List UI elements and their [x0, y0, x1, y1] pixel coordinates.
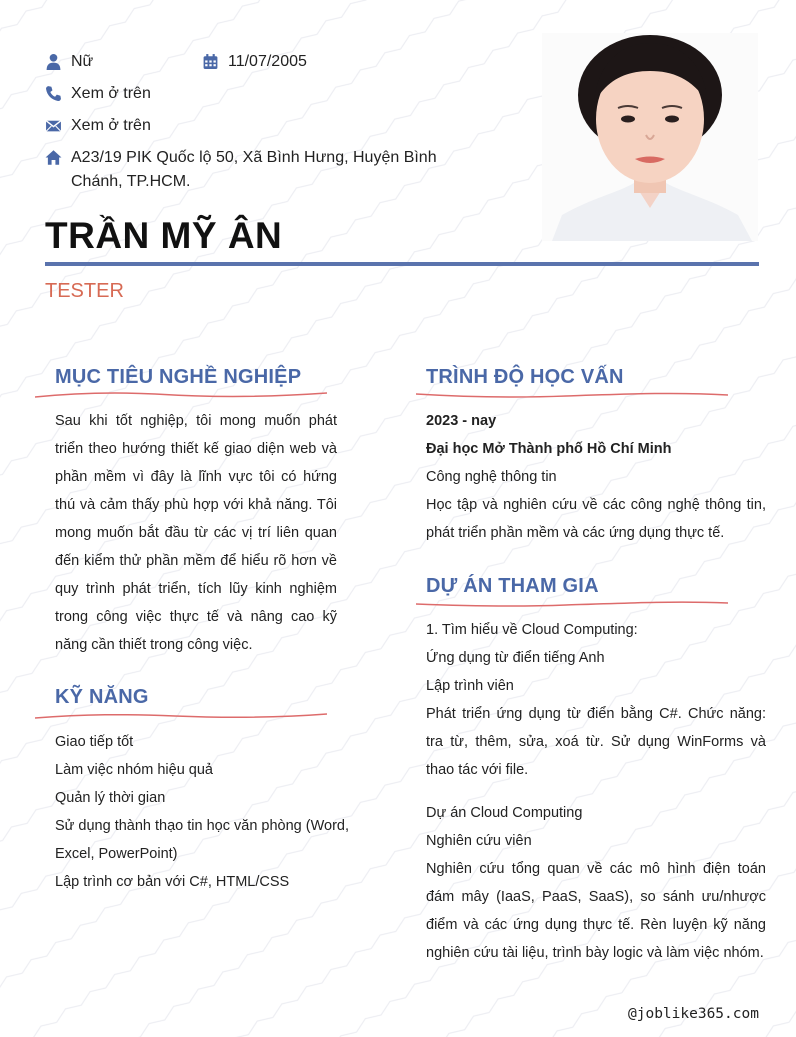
objective-title: MỤC TIÊU NGHỀ NGHIỆP — [55, 366, 302, 388]
address-value — [71, 146, 437, 194]
skill-item: Làm việc nhóm hiệu quả — [55, 762, 213, 778]
education-title: TRÌNH ĐỘ HỌC VẤN — [426, 366, 624, 388]
skill-item: Giao tiếp tốt — [55, 734, 134, 750]
projects-underline — [416, 597, 728, 609]
skill-item: Quản lý thời gian — [55, 790, 166, 806]
skills-underline — [35, 709, 327, 721]
calendar-icon — [202, 53, 219, 70]
skills-list — [55, 728, 350, 896]
phone-value: Xem ở trên — [71, 85, 151, 102]
home-icon — [45, 149, 62, 166]
contact-email — [45, 114, 151, 138]
project-entry — [426, 799, 766, 855]
project-name: 1. Tìm hiểu về Cloud Computing: — [426, 622, 638, 638]
education-school: Đại học Mở Thành phố Hồ Chí Minh — [426, 441, 672, 457]
candidate-name: TRẦN MỸ ÂN — [45, 215, 283, 256]
contact-birthdate — [202, 50, 307, 74]
user-icon — [45, 53, 62, 70]
phone-icon — [45, 85, 62, 102]
education-underline — [416, 388, 728, 400]
education-period: 2023 - nay — [426, 413, 497, 429]
watermark: @joblike365.com — [628, 1006, 759, 1022]
skill-item: Lập trình cơ bản với C#, HTML/CSS — [55, 874, 290, 890]
address-line-1: A23/19 PIK Quốc lộ 50, Xã Bình Hưng, Huyện Bình — [71, 149, 437, 166]
project-description: Nghiên cứu tổng quan về các mô hình điện toán đám mây (IaaS, PaaS, SaaS), so sánh ưu/nhược điểm và các ứng dụng thực tế. Rèn luyện kỹ năng nghiên cứu tài liệu, trình bày logic và làm việc nhóm. — [426, 861, 766, 961]
project-role: Lập trình viên — [426, 678, 514, 694]
project-name: Dự án Cloud Computing — [426, 805, 583, 821]
objective-underline — [35, 388, 327, 400]
contact-gender — [45, 50, 93, 74]
project-role: Nghiên cứu viên — [426, 833, 532, 849]
contact-phone — [45, 82, 151, 106]
projects-title: DỰ ÁN THAM GIA — [426, 575, 599, 597]
objective-text: Sau khi tốt nghiệp, tôi mong muốn phát triển theo hướng thiết kế giao diện web và phần mềm vì đây là lĩnh vực tôi có hứng thú và cảm thấy phù hợp với khả năng. Tôi mong muốn bắt đầu từ các vị trí liên quan đến kiểm thử phần mềm để hiểu rõ hơn về quy trình phát triển, tích lũy kinh nghiệm trong công việc thực tế và nâng cao kỹ năng cần thiết trong công việc. — [55, 413, 337, 653]
project-entry — [426, 616, 766, 700]
name-divider — [45, 262, 759, 266]
project-subtitle: Ứng dụng từ điển tiếng Anh — [426, 650, 605, 666]
contact-address — [45, 146, 437, 194]
skill-item: Excel, PowerPoint) — [55, 846, 178, 862]
skill-item: Sử dụng thành thạo tin học văn phòng (Word, — [55, 818, 350, 834]
education-major: Công nghệ thông tin — [426, 469, 557, 485]
email-value: Xem ở trên — [71, 117, 151, 134]
gender-value: Nữ — [71, 53, 94, 70]
education-entry — [426, 407, 766, 491]
education-description: Học tập và nghiên cứu về các công nghệ thông tin, phát triển phần mềm và các ứng dụng thực tế. — [426, 497, 766, 541]
envelope-icon — [45, 117, 62, 134]
job-title: TESTER — [45, 280, 124, 302]
address-line-2: Chánh, TP.HCM. — [71, 173, 191, 190]
profile-photo — [542, 33, 758, 241]
skills-title: KỸ NĂNG — [55, 686, 149, 708]
birthdate-value: 11/07/2005 — [228, 53, 307, 70]
project-description: Phát triển ứng dụng từ điển bằng C#. Chức năng: tra từ, thêm, sửa, xoá từ. Sử dụng WinForms và thao tác với file. — [426, 706, 766, 778]
